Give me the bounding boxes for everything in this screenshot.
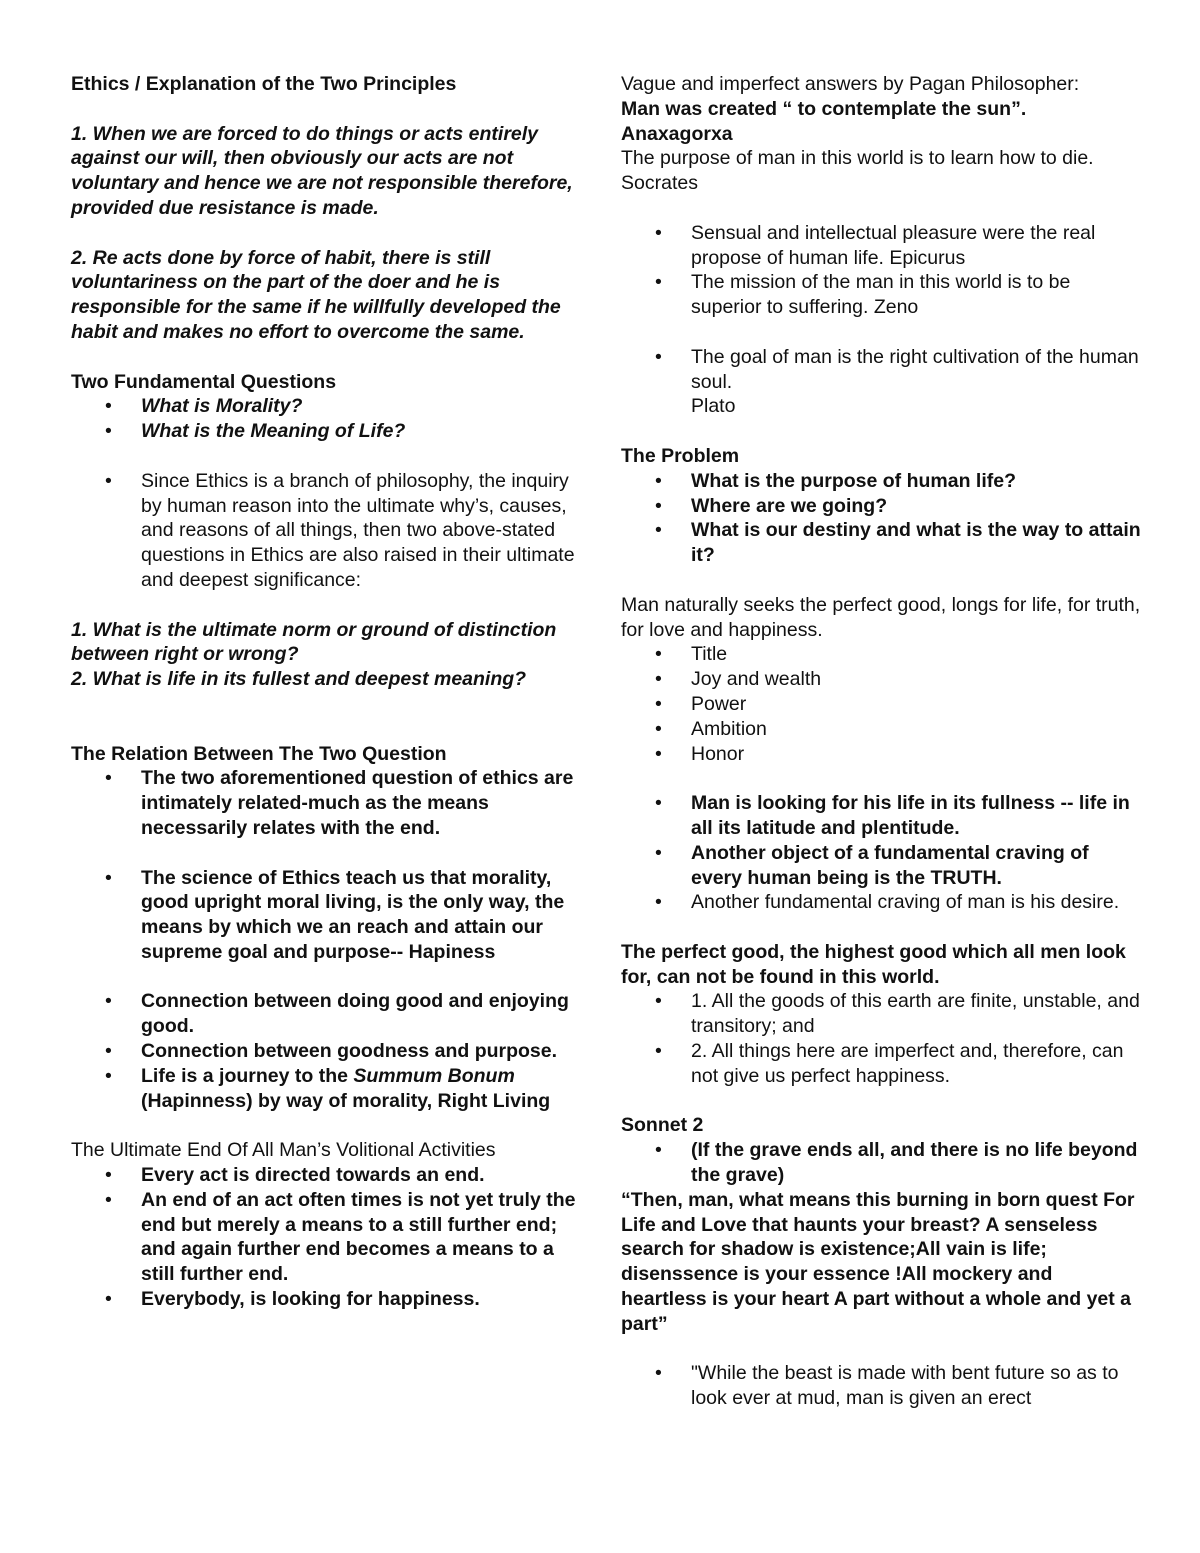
list-item: • Power [621,692,1141,717]
ultimate-list [71,1163,591,1312]
spacer [71,692,591,742]
list-item: • Where are we going? [621,494,1141,519]
sonnet-text: “Then, man, what means this burning in born quest For Life and Love that haunts your breast? A senseless search for shadow is existence;All vain is life; disenssence is your essence !All mockery and heartless is your heart A part without a whole and yet a part” [621,1188,1135,1335]
plato-name: Plato [691,395,736,418]
deep-question-2: 2. What is life in its fullest and deepest meaning? [71,668,527,691]
list-item: • Everybody, is looking for happiness. [71,1287,591,1312]
journey-italic: Summum Bonum [353,1064,515,1087]
perfect-heading: The perfect good, the highest good which all men look for, can not be found in this world. [621,940,1126,988]
beast-list [621,1361,1141,1411]
list-item: • The mission of the man in this world is to be superior to suffering. Zeno [621,270,1141,320]
list-item: • (If the grave ends all, and there is no life beyond the grave) [621,1138,1141,1188]
page-title: Ethics / Explanation of the Two Principles [71,73,457,95]
list-item: • The science of Ethics teach us that morality, good upright moral living, is the only way, the means by which we an reach and attain our supreme goal and purpose-- Hapiness [71,866,591,965]
journey-before: Life is a journey to the [141,1064,354,1087]
principle-2: 2. Re acts done by force of habit, there is still voluntariness on the part of the doer and he is responsible for the same if he willfully developed the habit and makes no effort to overcome the same. [71,246,561,343]
problem-list [621,469,1141,568]
list-item: • Another fundamental craving of man is his desire. [621,890,1141,915]
relation-heading: The Relation Between The Two Question [71,742,447,765]
anaxagoras-name: Anaxagorxa [621,122,733,145]
list-item: • Connection between goodness and purpose. [71,1039,591,1064]
seeks-list [621,642,1141,915]
list-item [621,345,1141,419]
list-item: • What is the purpose of human life? [621,469,1141,494]
questions-heading: Two Fundamental Questions [71,370,337,393]
sonnet-list [621,1138,1141,1188]
questions-list [71,394,591,592]
journey-after: (Hapinness) by way of morality, Right Living [141,1089,551,1112]
list-item: • Every act is directed towards an end. [71,1163,591,1188]
perfect-list [621,989,1141,1088]
list-item: • 2. All things here are imperfect and, therefore, can not give us perfect happiness. [621,1039,1141,1089]
list-item: • Sensual and intellectual pleasure were the real propose of human life. Epicurus [621,221,1141,271]
list-item: • Title [621,642,1141,667]
deep-question-1: 1. What is the ultimate norm or ground of distinction between right or wrong? [71,618,557,666]
list-item: • Since Ethics is a branch of philosophy, the inquiry by human reason into the ultimate why’s, causes, and reasons of all things, then two above-stated questions in Ethics are also raised in their ultimate and deepest significance: [71,469,591,593]
list-item: • The two aforementioned question of ethics are intimately related-much as the means necessarily relates with the end. [71,766,591,840]
list-item: • 1. All the goods of this earth are finite, unstable, and transitory; and [621,989,1141,1039]
list-item: • Man is looking for his life in its fullness -- life in all its latitude and plentitude. [621,791,1141,841]
list-item: • Honor [621,742,1141,767]
problem-heading: The Problem [621,444,740,467]
socrates-text: The purpose of man in this world is to learn how to die. Socrates [621,147,1094,195]
list-item: • What is our destiny and what is the way to attain it? [621,518,1141,568]
list-item: • Another object of a fundamental craving of every human being is the TRUTH. [621,841,1141,891]
list-item: • Joy and wealth [621,667,1141,692]
sonnet-heading: Sonnet 2 [621,1114,704,1137]
seeks-text: Man naturally seeks the perfect good, longs for life, for truth, for love and happiness. [621,593,1141,641]
list-item: • An end of an act often times is not yet truly the end but merely a means to a still further end; and again further end becomes a means to a still further end. [71,1188,591,1287]
right-column [621,72,1141,1411]
plato-text: The goal of man is the right cultivation of the human soul. [691,345,1139,393]
list-item: • "While the beast is made with bent future so as to look ever at mud, man is given an erect [621,1361,1141,1411]
list-item [71,1064,591,1114]
left-column [71,72,591,1312]
list-item: • Ambition [621,717,1141,742]
list-item: • What is the Meaning of Life? [71,419,591,444]
philosopher-list [621,221,1141,419]
list-item: • Connection between doing good and enjoying good. [71,989,591,1039]
ultimate-heading: The Ultimate End Of All Man’s Volitional Activities [71,1139,496,1162]
list-item: • What is Morality? [71,394,591,419]
anaxagoras-quote: Man was created “ to contemplate the sun”. [621,97,1027,120]
relation-list [71,766,591,1113]
principle-1: 1. When we are forced to do things or acts entirely against our will, then obviously our acts are not voluntary and hence we are not responsible therefore, provided due resistance is made. [71,122,573,219]
vague-intro: Vague and imperfect answers by Pagan Philosopher: [621,73,1080,95]
